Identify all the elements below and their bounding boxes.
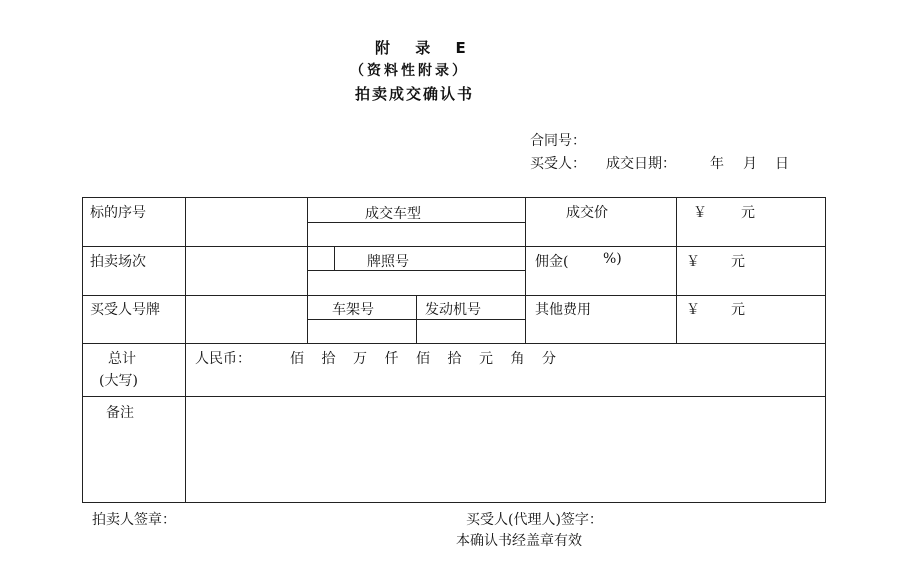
engine-number-label: 发动机号: [425, 302, 481, 318]
commission-yuan-unit: 元: [731, 254, 745, 270]
remarks-label: 备注: [106, 405, 134, 421]
contract-number-label: 合同号：: [530, 133, 586, 149]
date-day: 日: [775, 156, 789, 172]
deal-price-label: 成交价: [566, 205, 608, 221]
amount-unit: 元: [479, 351, 493, 367]
appendix-title: 附 录 E: [375, 39, 476, 57]
amount-unit: 拾: [321, 351, 336, 367]
date-month: 月: [743, 156, 757, 172]
other-fees-yuan-symbol: ￥: [686, 302, 700, 318]
total-label: 总计: [108, 351, 136, 367]
amount-unit: 拾: [447, 351, 462, 367]
rmb-label: 人民币：: [195, 351, 251, 367]
auction-session-label: 拍卖场次: [90, 254, 146, 270]
buyer-label: 买受人：: [530, 156, 586, 172]
frame-number-label: 车架号: [332, 302, 374, 318]
car-model-label: 成交车型: [365, 206, 421, 222]
other-fees-label: 其他费用: [535, 302, 591, 318]
amount-unit: 分: [542, 351, 556, 367]
commission-percent: %): [603, 251, 622, 267]
deal-date-label: 成交日期：: [606, 156, 676, 172]
total-uppercase-label: (大写): [99, 373, 138, 389]
validity-note: 本确认书经盖章有效: [456, 533, 582, 549]
appendix-subtitle: （资料性附录）: [350, 63, 469, 79]
plate-number-label: 牌照号: [367, 254, 409, 270]
amount-unit: 仟: [384, 351, 399, 367]
document-title: 拍卖成交确认书: [355, 85, 475, 103]
lot-number-label: 标的序号: [90, 205, 146, 221]
other-fees-yuan-unit: 元: [731, 302, 745, 318]
deal-price-yuan-symbol: ￥: [693, 205, 707, 221]
buyer-signature-label: 买受人(代理人)签字：: [466, 512, 603, 528]
amount-unit: 佰: [416, 351, 430, 367]
deal-price-yuan-unit: 元: [741, 205, 755, 221]
auctioneer-seal-label: 拍卖人签章：: [92, 512, 176, 528]
amount-unit: 角: [510, 351, 525, 367]
buyer-plate-label: 买受人号牌: [90, 302, 160, 318]
amount-unit: 佰: [290, 351, 304, 367]
amount-unit: 万: [353, 351, 367, 367]
commission-label: 佣金(: [535, 254, 569, 270]
commission-yuan-symbol: ￥: [686, 254, 700, 270]
date-year: 年: [710, 156, 724, 172]
